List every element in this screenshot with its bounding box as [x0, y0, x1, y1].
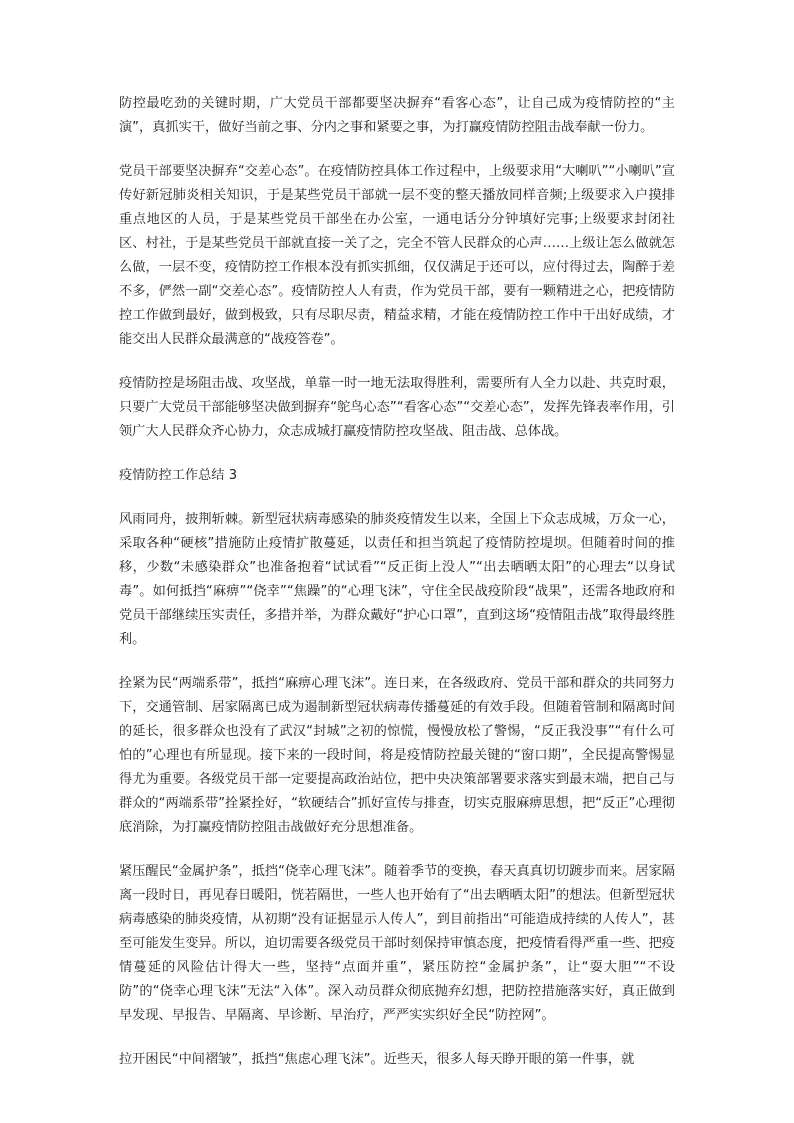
section-paragraph-4: 拉开困民“中间褶皱”，抵挡“焦虑心理飞沫”。近些天，很多人每天睁开眼的第一件事，就	[119, 1052, 635, 1067]
paragraph-3: 疫情防控是场阻击战、攻坚战，单靠一时一地无法取得胜利，需要所有人全力以赴、共克时艰，只要广大党员干部能够坚决做到摒弃“鸵鸟心态”“看客心态”“交差心态”，发挥先锋表率作用，引领广大人民群众齐心协力，众志成城打赢疫情防控攻坚战、阻击战、总体战。	[119, 376, 675, 439]
section-paragraph-3: 紧压醒民“金属护条”，抵挡“侥幸心理飞沫”。随着季节的变换，春天真真切切踱步而来。居家隔离一段时日，再见春日暖阳，恍若隔世，一些人也开始有了“出去晒晒太阳”的想法。但新型冠状病毒感染的肺炎疫情，从初期“没有证据显示人传人”，到目前指出“可能造成持续的人传人”，甚至可能发生变异。所以，迫切需要各级党员干部时刻保持审慎态度，把疫情看得严重一些、把疫情蔓延的风险估计得大一些，坚持“点面并重”，紧压防控“金属护条”，让“耍大胆”“不设防”的“侥幸心理飞沫”无法“入体”。深入动员群众彻底抛弃幻想，把防控措施落实好，真正做到早发现、早报告、早隔离、早诊断、早治疗，严严实实织好全民“防控网”。	[119, 864, 675, 1023]
section-paragraph-2: 拴紧为民“两端系带”，抵挡“麻痹心理飞沫”。连日来，在各级政府、党员干部和群众的共同努力下，交通管制、居家隔离已成为遏制新型冠状病毒传播蔓延的有效手段。但随着管制和隔离时间的延长，很多群众也没有了武汉“封城”之初的惊慌，慢慢放松了警惕，“反正我没事”“有什么可怕的”心理也有所显现。接下来的一段时间，将是疫情防控最关键的“窗口期”，全民提高警惕显得尤为重要。各级党员干部一定要提高政治站位，把中央决策部署要求落实到最末端，把自己与群众的“两端系带”拴紧拴好，“软硬结合”抓好宣传与排查，切实克服麻痹思想，把“反正”心理彻底消除，为打赢疫情防控阻击战做好充分思想准备。	[119, 676, 675, 835]
paragraph-1: 防控最吃劲的关键时期，广大党员干部都要坚决摒弃“看客心态”，让自己成为疫情防控的“主演”，真抓实干，做好当前之事、分内之事和紧要之事，为打赢疫情防控阻击战奉献一份力。	[119, 96, 675, 135]
section-paragraph-1: 风雨同舟，披荆斩棘。新型冠状病毒感染的肺炎疫情发生以来，全国上下众志成城，万众一心，采取各种“硬核”措施防止疫情扩散蔓延，以责任和担当筑起了疫情防控堤坝。但随着时间的推移，少数“未感染群众”也准备抱着“试试看”“反正街上没人”“出去晒晒太阳”的心理去“以身试毒”。如何抵挡“麻痹”“侥幸”“焦躁”的“心理飞沫”，守住全民战疫阶段“战果”，还需各地政府和党员干部继续压实责任，多措并举，为群众戴好“护心口罩”，直到这场“疫情阻击战”取得最终胜利。	[119, 512, 675, 647]
section-title: 疫情防控工作总结 3	[119, 468, 238, 483]
paragraph-2: 党员干部要坚决摒弃“交差心态”。在疫情防控具体工作过程中，上级要求用“大喇叭”“小喇叭”宣传好新冠肺炎相关知识，于是某些党员干部就一层不变的整天播放同样音频;上级要求入户摸排重点地区的人员，于是某些党员干部坐在办公室，一通电话分分钟填好完事;上级要求封闭社区、村社，于是某些党员干部就直接一关了之，完全不管人民群众的心声……上级让怎么做就怎么做，一层不变，疫情防控工作根本没有抓实抓细，仅仅满足于还可以，应付得过去，陶醉于差不多，俨然一副“交差心态”。疫情防控人人有责，作为党员干部，要有一颗精进之心，把疫情防控工作做到最好，做到极致，只有尽职尽责，精益求精，才能在疫情防控工作中干出好成绩，才能交出人民群众最满意的“战疫答卷”。	[119, 164, 675, 347]
document-page	[119, 92, 675, 1092]
